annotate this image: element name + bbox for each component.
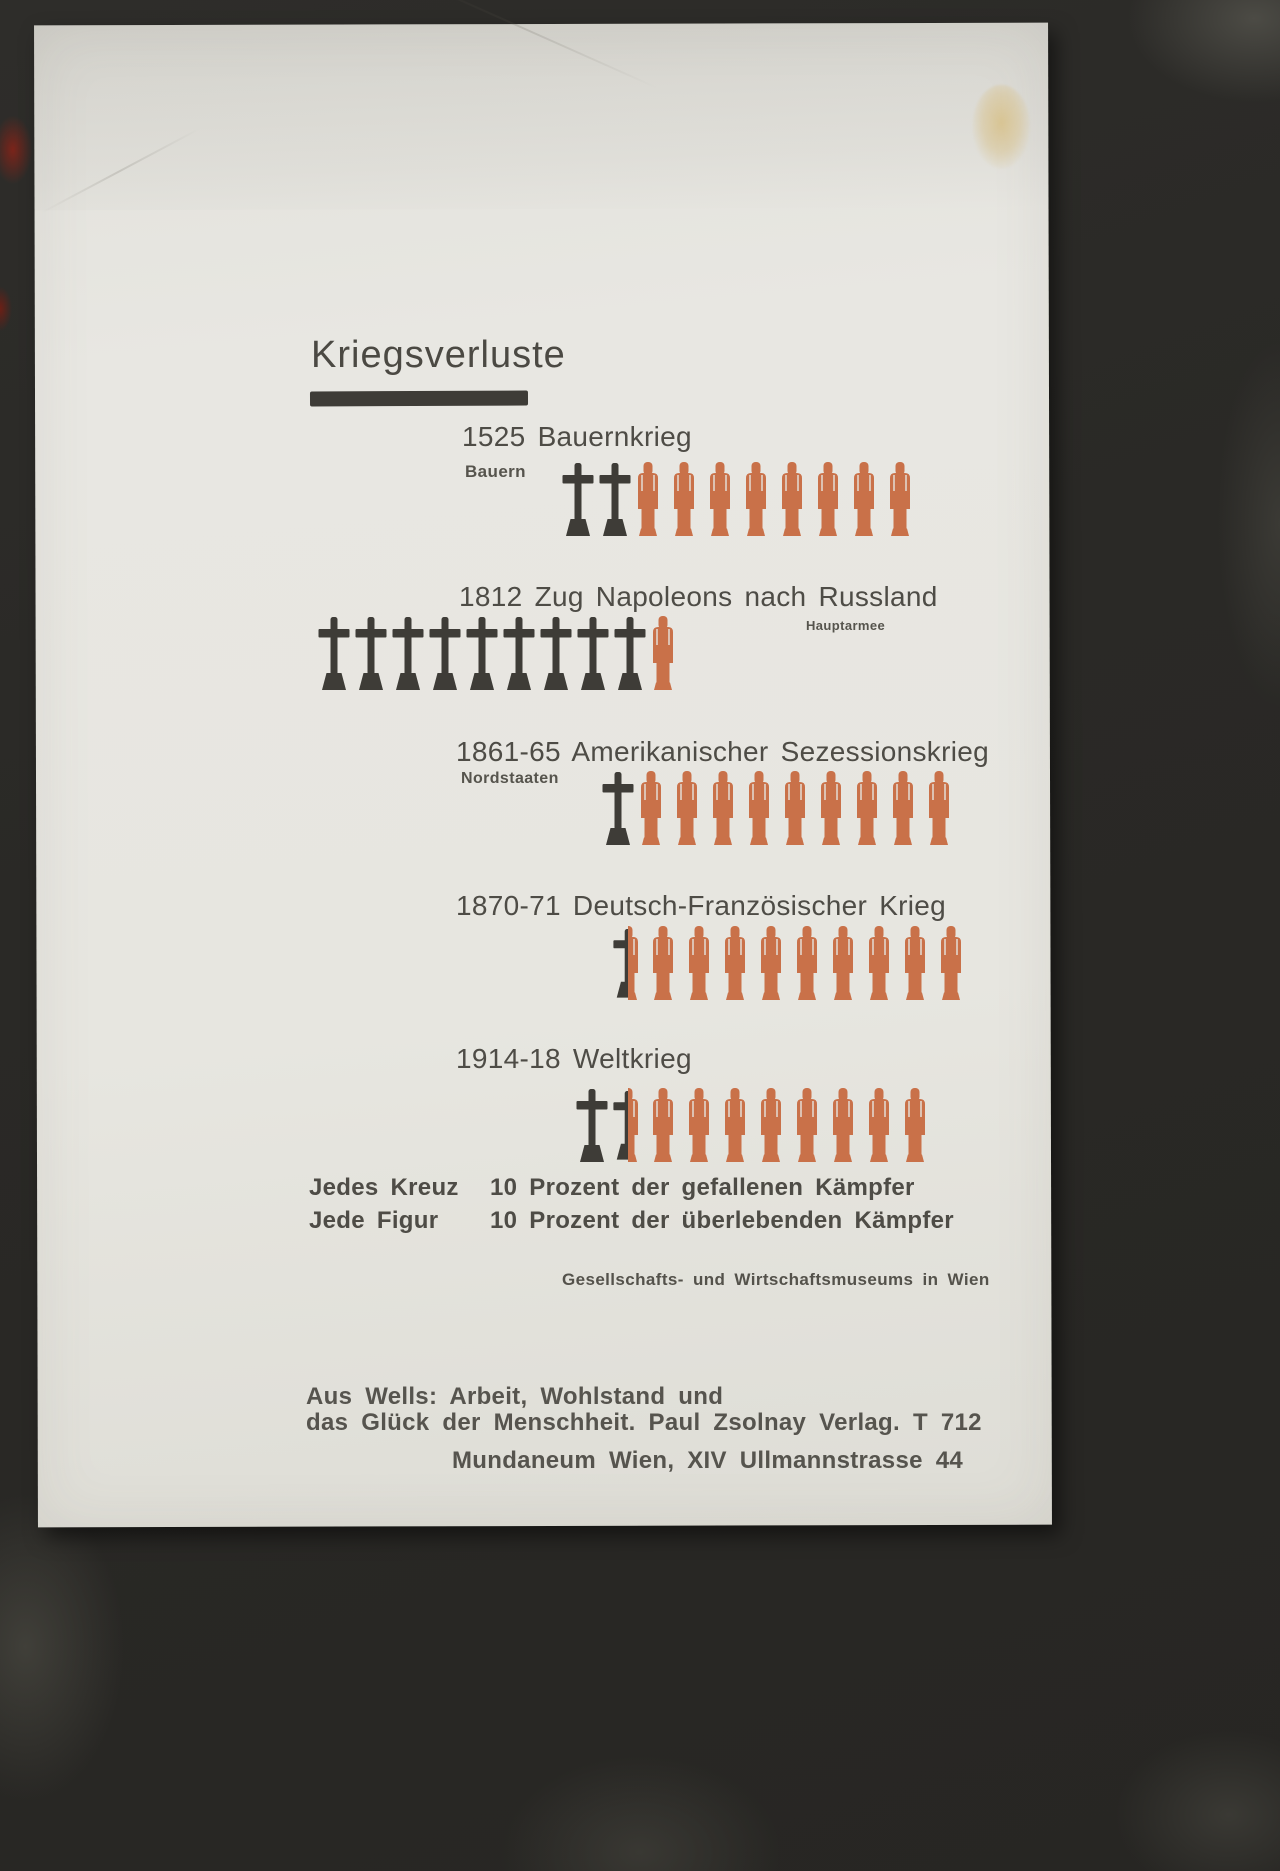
source-line-1: Aus Wells: Arbeit, Wohlstand und (306, 1383, 724, 1410)
war-row-symbols (317, 612, 686, 690)
title-underline (310, 391, 528, 407)
figure-icon (854, 771, 880, 845)
half-figure-icon (628, 1088, 641, 1162)
legend-term: Jedes Kreuz (309, 1174, 459, 1201)
figure-icon (722, 1088, 748, 1162)
figure-icon (686, 926, 712, 1000)
cross-icon (428, 612, 462, 690)
cross-icon (465, 612, 499, 690)
figure-icon (707, 462, 733, 536)
figure-icon (758, 1088, 784, 1162)
war-row-symbols (612, 922, 974, 1000)
figure-icon (686, 1088, 712, 1162)
page-title: Kriegsverluste (311, 334, 566, 376)
cross-icon (539, 612, 573, 690)
cross-icon (391, 612, 425, 690)
half-cross-icon (612, 922, 628, 1000)
cross-icon (317, 612, 351, 690)
figure-icon (674, 771, 700, 845)
figure-icon (794, 1088, 820, 1162)
figure-icon (830, 1088, 856, 1162)
war-row-label: 1870-71 Deutsch-Französischer Krieg (456, 890, 947, 921)
figure-icon (866, 1088, 892, 1162)
half-cross-icon (612, 1084, 628, 1162)
cross-icon (598, 458, 632, 536)
war-row-label: 1861-65 Amerikanischer Sezessionskrieg (456, 736, 989, 767)
war-row-symbols (561, 458, 923, 536)
paper-crease (40, 128, 200, 214)
cross-icon (354, 612, 388, 690)
figure-icon (926, 771, 952, 845)
cross-icon (575, 1084, 609, 1162)
cross-icon (502, 612, 536, 690)
figure-icon (890, 771, 916, 845)
cross-icon (561, 458, 595, 536)
figure-icon (866, 926, 892, 1000)
cross-icon (576, 612, 610, 690)
figure-icon (782, 771, 808, 845)
figure-icon (635, 462, 661, 536)
half-figure-icon (628, 926, 641, 1000)
figure-icon (743, 462, 769, 536)
figure-icon (650, 616, 676, 690)
legend-desc: 10 Prozent der überlebenden Kämpfer (490, 1207, 954, 1234)
figure-icon (650, 1088, 676, 1162)
figure-icon (650, 926, 676, 1000)
source-line-3: Mundaneum Wien, XIV Ullmannstrasse 44 (452, 1447, 964, 1474)
source-line-2: das Glück der Menschheit. Paul Zsolnay Verlag. T 712 (306, 1409, 982, 1436)
war-row-sublabel: Bauern (465, 462, 526, 481)
legend-desc: 10 Prozent der gefallenen Kämpfer (490, 1174, 915, 1201)
figure-icon (818, 771, 844, 845)
figure-icon (887, 462, 913, 536)
figure-icon (794, 926, 820, 1000)
figure-icon (779, 462, 805, 536)
war-row-symbols (575, 1084, 938, 1162)
paper-crease (392, 0, 658, 89)
legend-line-figures (309, 1207, 954, 1235)
figure-icon (902, 1088, 928, 1162)
war-row-label: 1914-18 Weltkrieg (456, 1043, 692, 1074)
cross-icon (601, 767, 635, 845)
figure-icon (851, 462, 877, 536)
war-row-label: 1812 Zug Napoleons nach Russland (459, 581, 938, 612)
figure-icon (710, 771, 736, 845)
legend-term: Jede Figur (309, 1207, 439, 1234)
figure-icon (902, 926, 928, 1000)
cross-icon (613, 612, 647, 690)
figure-icon (638, 771, 664, 845)
figure-icon (671, 462, 697, 536)
museum-credit: Gesellschafts- und Wirtschaftsmuseums in Wien (562, 1270, 990, 1289)
figure-icon (938, 926, 964, 1000)
figure-icon (722, 926, 748, 1000)
war-row-sublabel: Hauptarmee (806, 618, 886, 633)
war-row-label: 1525 Bauernkrieg (462, 421, 692, 452)
figure-icon (746, 771, 772, 845)
figure-icon (758, 926, 784, 1000)
figure-icon (815, 462, 841, 536)
war-row-sublabel: Nordstaaten (461, 770, 559, 787)
figure-icon (830, 926, 856, 1000)
war-row-symbols (601, 767, 962, 845)
legend-line-crosses (309, 1174, 915, 1202)
